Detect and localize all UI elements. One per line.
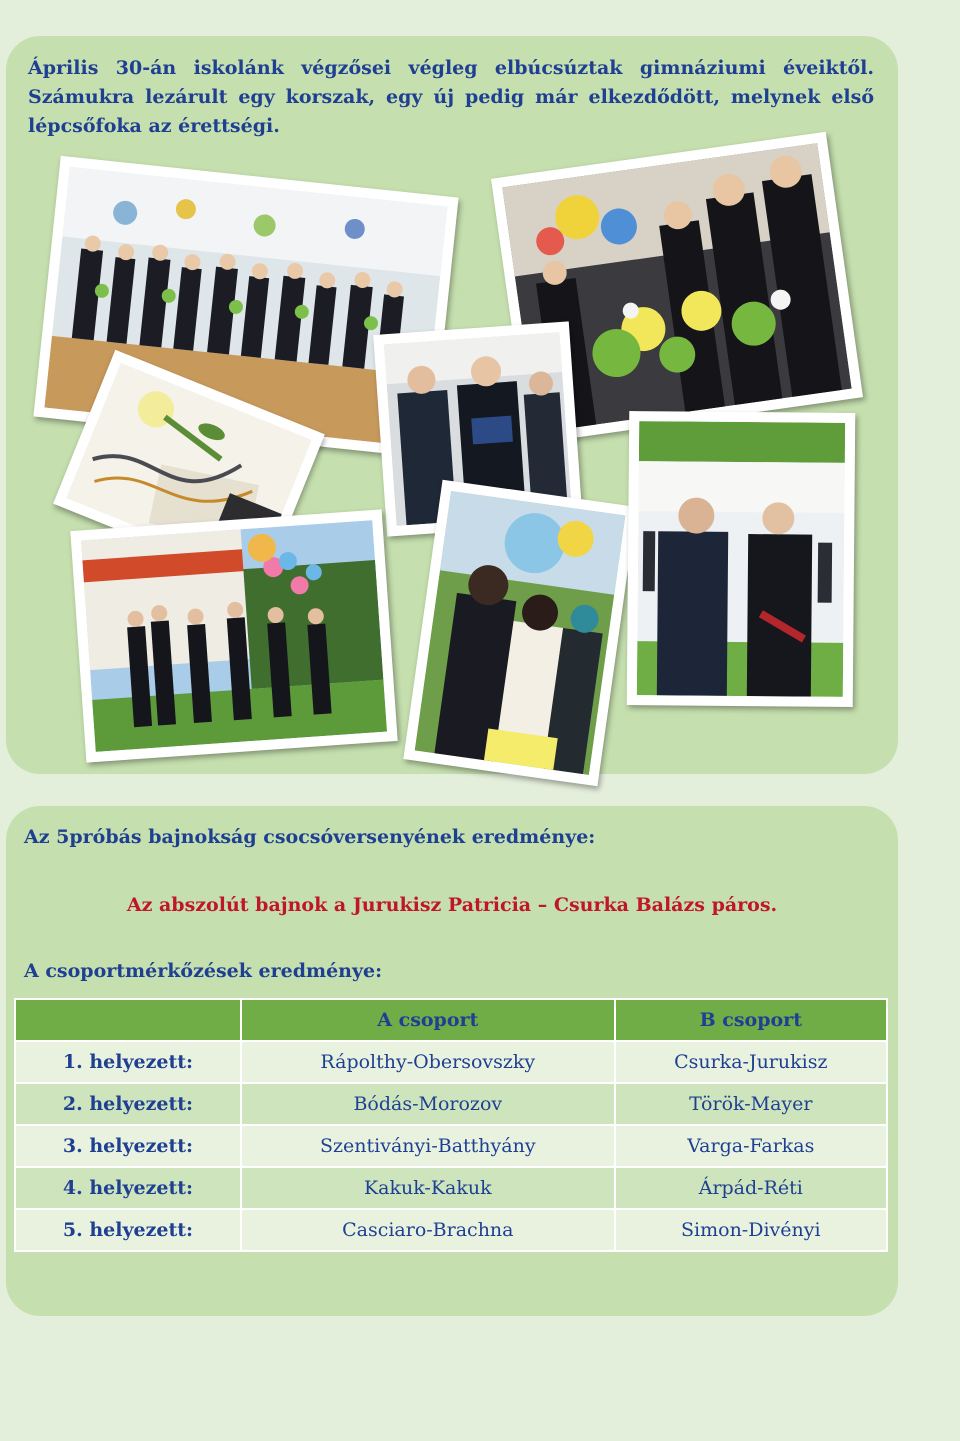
results-table <box>14 998 888 1252</box>
header-group-a: A csoport <box>241 999 615 1041</box>
group-results-heading: A csoportmérkőzések eredménye: <box>24 960 383 982</box>
intro-paragraph: Április 30-án iskolánk végzősei végleg elbúcsúztak gimnáziumi éveiktől. Számukra lezárult egy korszak, egy új pedig már elkezdődött, melynek első lépcsőfoka az érettségi. <box>28 57 874 137</box>
table-row <box>15 1083 887 1125</box>
group-a-cell: Szentiványi-Batthyány <box>241 1125 615 1167</box>
group-a-cell: Rápolthy-Obersovszky <box>241 1041 615 1083</box>
graduation-panel <box>6 36 898 774</box>
photo-girls-balloon <box>403 480 636 787</box>
group-a-cell: Kakuk-Kakuk <box>241 1167 615 1209</box>
group-b-cell: Árpád-Réti <box>615 1167 887 1209</box>
place-cell: 2. helyezett: <box>15 1083 241 1125</box>
place-cell: 1. helyezett: <box>15 1041 241 1083</box>
tournament-panel <box>6 806 898 1316</box>
place-cell: 5. helyezett: <box>15 1209 241 1251</box>
table-row <box>15 1041 887 1083</box>
place-cell: 3. helyezett: <box>15 1125 241 1167</box>
table-row <box>15 1167 887 1209</box>
header-group-b: B csoport <box>615 999 887 1041</box>
group-b-cell: Csurka-Jurukisz <box>615 1041 887 1083</box>
header-place <box>15 999 241 1041</box>
group-b-cell: Varga-Farkas <box>615 1125 887 1167</box>
place-cell: 4. helyezett: <box>15 1167 241 1209</box>
group-b-cell: Simon-Divényi <box>615 1209 887 1251</box>
tournament-heading: Az 5próbás bajnokság csocsóversenyének eredménye: <box>24 826 596 848</box>
champion-announcement: Az abszolút bajnok a Jurukisz Patricia – Csurka Balázs páros. <box>126 894 778 916</box>
photo-handshake <box>627 411 856 707</box>
group-b-cell: Török-Mayer <box>615 1083 887 1125</box>
table-row <box>15 1209 887 1251</box>
photo-balloons-outside <box>70 509 397 762</box>
table-row <box>15 1125 887 1167</box>
group-a-cell: Bódás-Morozov <box>241 1083 615 1125</box>
table-header-row <box>15 999 887 1041</box>
group-a-cell: Casciaro-Brachna <box>241 1209 615 1251</box>
